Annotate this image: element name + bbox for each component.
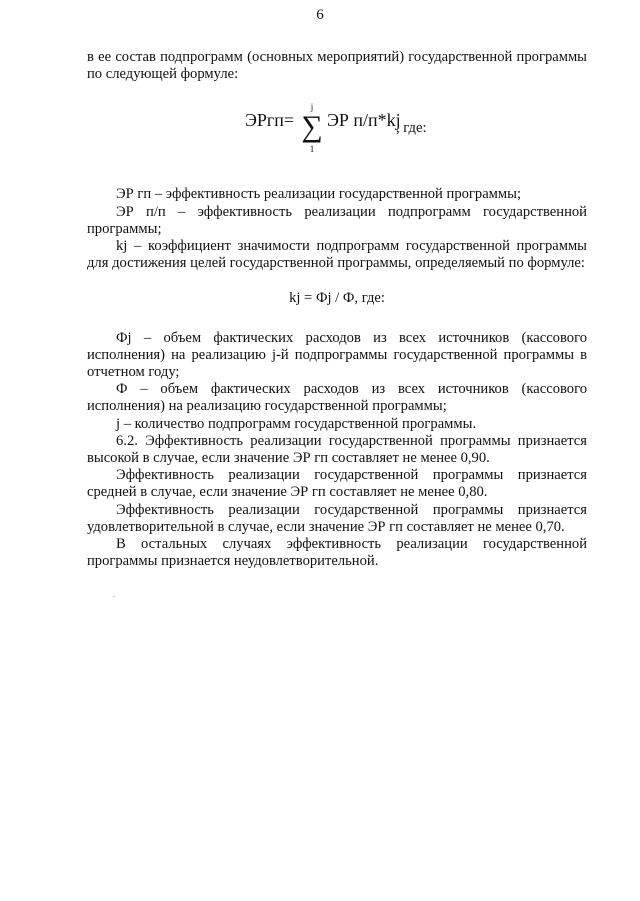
sum-upper-limit: j bbox=[310, 102, 314, 113]
formula-suffix: , где: bbox=[396, 120, 427, 137]
sigma-symbol: ∑ bbox=[301, 110, 323, 144]
definition-f: Ф – объем фактических расходов из всех источников (кассового исполнения) на реализацию государственной программы; bbox=[87, 381, 587, 415]
efficiency-formula bbox=[87, 90, 587, 176]
coefficient-formula: kj = Фj / Ф, где: bbox=[289, 290, 385, 307]
definition-kj: kj – коэффициент значимости подпрограмм государственной программы для достижения целей государственной программы, определяемый по формуле: bbox=[87, 238, 587, 272]
sum-lower-limit: 1 bbox=[309, 144, 315, 155]
summation bbox=[301, 102, 323, 154]
document-body bbox=[87, 49, 587, 570]
rule-satisfactory-efficiency: Эффективность реализации государственной программы признается удовлетворительной в случае, если значение ЭР гп составляет не менее 0,70. bbox=[87, 501, 587, 535]
page-number: 6 bbox=[316, 7, 324, 23]
formula-left-side: ЭРгп= bbox=[245, 110, 295, 131]
definition-fj: Фj – объем фактических расходов из всех источников (кассового исполнения) на реализацию j-й подпрограммы государственной программы в отчетном году; bbox=[87, 329, 587, 381]
formula-right-side: ЭР п/п*kj bbox=[327, 110, 401, 131]
intro-paragraph: в ее состав подпрограмм (основных мероприятий) государственной программы по следующей формуле: bbox=[87, 49, 587, 83]
definition-erg: ЭР гп – эффективность реализации государственной программы; bbox=[116, 186, 521, 203]
definition-erpp: ЭР п/п – эффективность реализации подпрограмм государственной программы; bbox=[87, 203, 587, 237]
rule-unsatisfactory-efficiency: В остальных случаях эффективность реализации государственной программы признается неудовлетворительной. bbox=[87, 536, 587, 570]
scan-speck bbox=[113, 596, 115, 597]
rule-medium-efficiency: Эффективность реализации государственной программы признается средней в случае, если значение ЭР гп составляет не менее 0,80. bbox=[87, 467, 587, 501]
definition-j: j – количество подпрограмм государственной программы. bbox=[116, 415, 477, 432]
rule-high-efficiency: 6.2. Эффективность реализации государственной программы признается высокой в случае, если значение ЭР гп составляет не менее 0,90. bbox=[87, 432, 587, 467]
